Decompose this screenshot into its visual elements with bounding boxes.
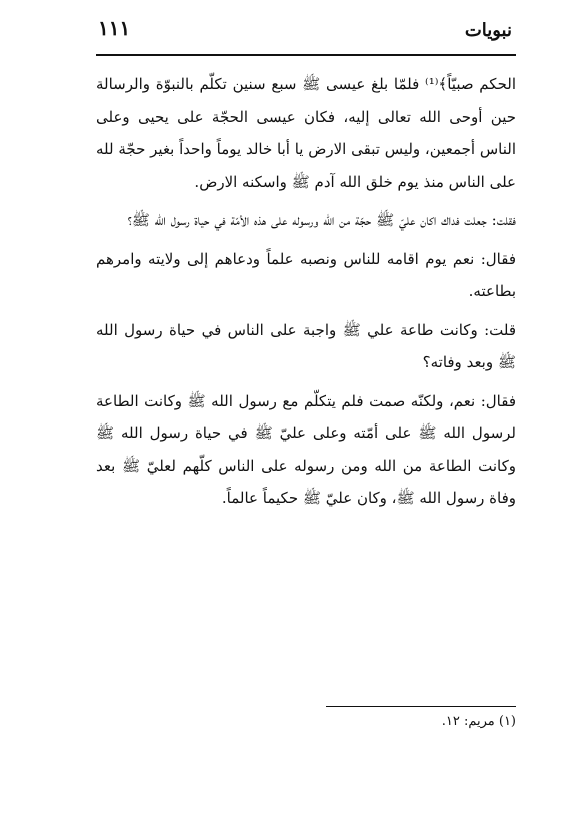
page-header <box>98 14 512 48</box>
header-divider <box>96 54 516 56</box>
footnote-divider <box>326 706 516 707</box>
paragraph: قلت: وكانت طاعة علي ﷺ واجبة على الناس في حياة رسول الله ﷺ وبعد وفاته؟ <box>96 320 517 371</box>
running-title: نبويات <box>464 20 512 41</box>
paragraph: فقال: نعم يوم اقامه للناس ونصبه علماً ودعاهم إلى ولايته وامرهم بطاعته. <box>96 249 516 300</box>
paragraph: فقلت: جعلت فداك اكان عليّ ﷺ حجّة من الله ورسوله على هذه الأمّة في حياة رسول الله ﷺ؟ <box>127 211 516 229</box>
body-text <box>96 68 516 521</box>
paragraph: الحكم صبيّاً﴾⁽¹⁾ فلمّا بلغ عيسى ﷺ سبع سنين تكلّم بالنبوّة والرسالة حين أوحى الله تعالى إليه، فكان عيسى الحجّة على يحيى وعلى الناس أجمعين، وليس تبقى الارض يا أبا خالد يوماً واحداً بغير حجّة لله على الناس منذ يوم خلق الله آدم ﷺ واسكنه الارض. <box>96 75 516 191</box>
paragraph: فقال: نعم، ولكنّه صمت فلم يتكلّم مع رسول الله ﷺ وكانت الطاعة لرسول الله ﷺ على أمّته وعلى عليّ ﷺ في حياة رسول الله ﷺ وكانت الطاعة من الله ومن رسوله على الناس كلّهم لعليّ ﷺ بعد وفاة رسول الله ﷺ، وكان عليّ ﷺ حكيماً عالماً. <box>96 391 516 507</box>
page-number: ١١١ <box>98 16 131 40</box>
footnote: (١) مريم: ١٢. <box>441 714 516 729</box>
